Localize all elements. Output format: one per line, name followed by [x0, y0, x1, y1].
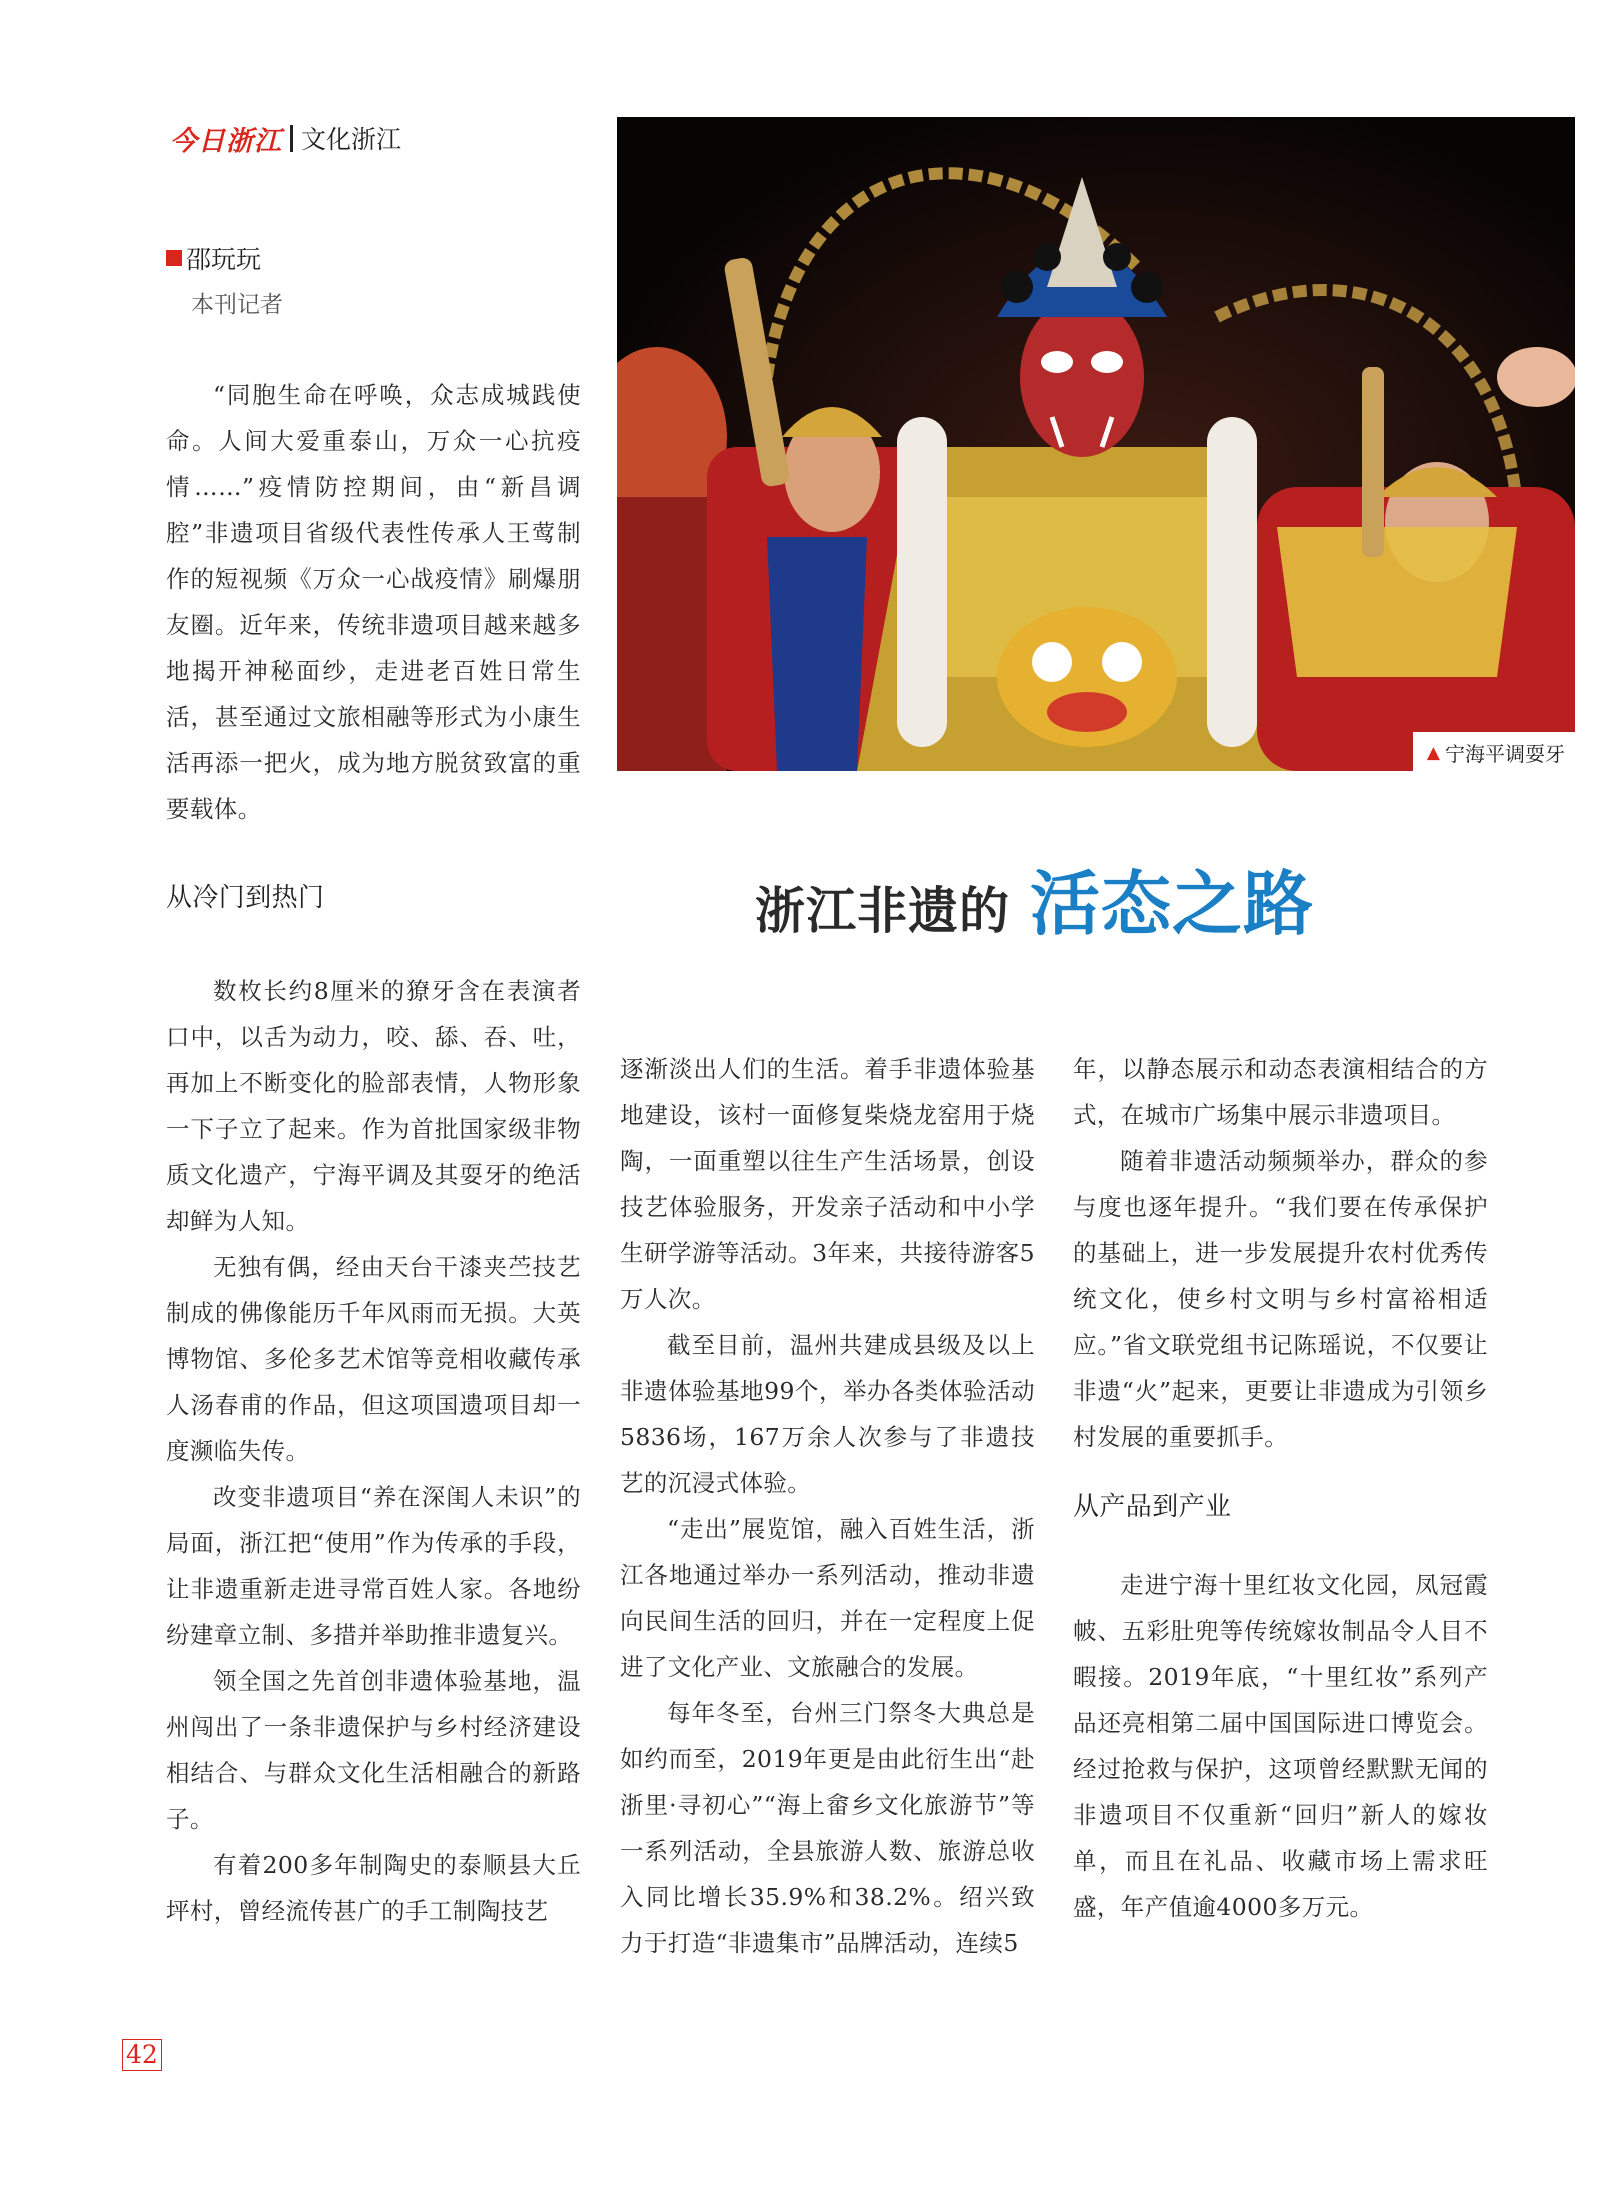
author-role: 本刊记者	[191, 292, 283, 318]
text-column-1	[166, 968, 581, 1934]
author-name: 邵玩玩	[186, 245, 262, 274]
caption-triangle-icon: ▲	[1426, 742, 1440, 763]
text-column-3	[1073, 1046, 1488, 1930]
section-heading-1-column	[166, 875, 581, 921]
article-title-part2: 活态之路	[1030, 863, 1314, 945]
paragraph: 年，以静态展示和动态表演相结合的方式，在城市广场集中展示非遗项目。	[1073, 1055, 1488, 1129]
paragraph: 截至目前，温州共建成县级及以上非遗体验基地99个，举办各类体验活动5836场，167万余人次参与了非遗技艺的沉浸式体验。	[620, 1331, 1035, 1497]
page-number: 42	[122, 2039, 162, 2071]
text-column-2	[620, 1046, 1035, 1966]
paragraph: 每年冬至，台州三门祭冬大典总是如约而至，2019年更是由此衍生出“赴浙里·寻初心”“海上畲乡文化旅游节”等一系列活动，全县旅游人数、旅游总收入同比增长35.9%和38.2%。绍兴致力于打造“非遗集市”品牌活动，连续5	[620, 1699, 1035, 1957]
opera-photo	[617, 117, 1575, 771]
paragraph: 数枚长约8厘米的獠牙含在表演者口中，以舌为动力，咬、舔、吞、吐，再加上不断变化的脸部表情，人物形象一下子立了起来。作为首批国家级非物质文化遗产，宁海平调及其耍牙的绝活却鲜为人知。	[166, 977, 581, 1235]
article-title	[755, 848, 1314, 949]
lead-paragraph-column	[166, 372, 581, 832]
paragraph: 逐渐淡出人们的生活。着手非遗体验基地建设，该村一面修复柴烧龙窑用于烧陶，一面重塑以往生产生活场景，创设技艺体验服务，开发亲子活动和中小学生研学游等活动。3年来，共接待游客5万人次。	[620, 1055, 1035, 1313]
paragraph: 走进宁海十里红妆文化园，凤冠霞帔、五彩肚兜等传统嫁妆制品令人目不暇接。2019年底，“十里红妆”系列产品还亮相第二届中国国际进口博览会。经过抢救与保护，这项曾经默默无闻的非遗项目不仅重新“回归”新人的嫁妆单，而且在礼品、收藏市场上需求旺盛，年产值逾4000多万元。	[1073, 1571, 1488, 1921]
paragraph: 无独有偶，经由天台干漆夹苎技艺制成的佛像能历千年风雨而无损。大英博物馆、多伦多艺术馆等竞相收藏传承人汤春甫的作品，但这项国遗项目却一度濒临失传。	[166, 1253, 581, 1465]
paragraph: 有着200多年制陶史的泰顺县大丘坪村，曾经流传甚广的手工制陶技艺	[166, 1851, 581, 1925]
paragraph: 改变非遗项目“养在深闺人未识”的局面，浙江把“使用”作为传承的手段，让非遗重新走进寻常百姓人家。各地纷纷建章立制、多措并举助推非遗复兴。	[166, 1483, 581, 1649]
section-heading-2: 从产品到产业	[1073, 1492, 1232, 1522]
lead-paragraph: “同胞生命在呼唤，众志成城践使命。人间大爱重泰山，万众一心抗疫情……”疫情防控期间，由“新昌调腔”非遗项目省级代表性传承人王莺制作的短视频《万众一心战疫情》刷爆朋友圈。近年来，传统非遗项目越来越多地揭开神秘面纱，走进老百姓日常生活，甚至通过文旅相融等形式为小康生活再添一把火，成为地方脱贫致富的重要载体。	[166, 381, 581, 823]
paragraph: “走出”展览馆，融入百姓生活，浙江各地通过举办一系列活动，推动非遗向民间生活的回归，并在一定程度上促进了文化产业、文旅融合的发展。	[620, 1515, 1035, 1681]
opera-performers-illustration	[617, 117, 1575, 771]
byline	[166, 240, 261, 276]
section-name: 文化浙江	[301, 125, 402, 154]
photo-caption-text: 宁海平调耍牙	[1445, 742, 1565, 766]
byline-marker-icon	[166, 250, 182, 266]
page-header	[170, 118, 401, 158]
photo-caption	[1413, 732, 1575, 771]
article-title-part1: 浙江非遗的	[755, 881, 1010, 940]
paragraph: 随着非遗活动频频举办，群众的参与度也逐年提升。“我们要在传承保护的基础上，进一步发展提升农村优秀传统文化，使乡村文明与乡村富裕相适应。”省文联党组书记陈瑶说，不仅要让非遗“火”起来，更要让非遗成为引领乡村发展的重要抓手。	[1073, 1147, 1488, 1451]
section-heading-1: 从冷门到热门	[166, 883, 325, 913]
paragraph: 领全国之先首创非遗体验基地，温州闯出了一条非遗保护与乡村经济建设相结合、与群众文化生活相融合的新路子。	[166, 1667, 581, 1833]
header-divider	[290, 125, 293, 152]
magazine-logo: 今日浙江	[170, 125, 282, 157]
